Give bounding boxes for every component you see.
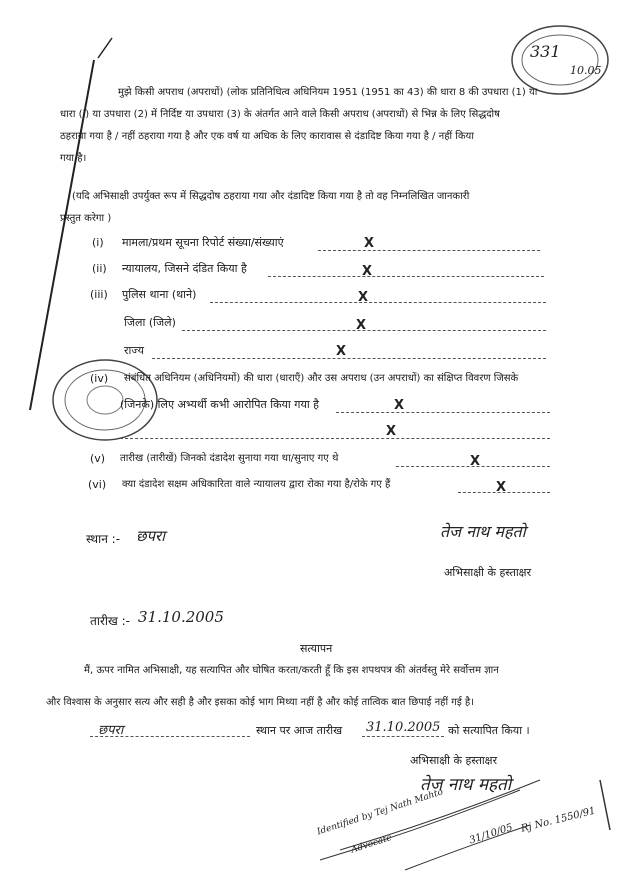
verification-end-text: को सत्यापित किया ।: [448, 724, 530, 737]
item-iv-cross-2: X: [386, 424, 397, 439]
item-vi-cross: X: [496, 480, 507, 495]
condition-line-1: (यदि अभिसाक्षी उपर्युक्त रूप में सिद्धदोष ठहराया गया और दंडादिष्ट किया गया है तो वह निम्नलिखित जानकारी: [72, 191, 470, 202]
identified-by-note: Identified by Tej Nath Mahto: [316, 787, 445, 838]
item-iv-line-b: [120, 438, 550, 439]
item-iii-cross: X: [358, 290, 369, 305]
item-ii-number: (ii): [92, 262, 107, 275]
verification-date: 31.10.2005: [366, 720, 441, 735]
item-iv-line-2: (जिनके) लिए अभ्यर्थी कभी आरोपित किया गया है: [120, 398, 320, 411]
state-label: राज्य: [124, 344, 145, 357]
registration-note: Rj No. 1550/91: [520, 805, 597, 835]
item-iv-line-1: संबंधित अधिनियम (अधिनियमों) की धारा (धाराएँ) और उस अपराध (उन अपराधों) का संक्षिप्त विवरण जिसके: [124, 373, 519, 384]
item-vi-number: (vi): [88, 478, 107, 491]
intro-line-3: ठहराया गया है / नहीं ठहराया गया है और एक वर्ष या अधिक के लिए कारावास से दंडादिष्ट किया गया है / नहीं किया: [60, 131, 474, 142]
place-value: छपरा: [136, 527, 166, 545]
item-v-number: (v): [90, 452, 106, 465]
item-v-label: तारीख (तारीखें) जिनको दंडादेश सुनाया गया था/सुनाए गए थे: [120, 453, 339, 464]
deponent-signature: तेज नाथ महतो: [440, 522, 526, 541]
verification-mid-text: स्थान पर आज तारीख: [256, 724, 343, 737]
item-iii-label: पुलिस थाना (थाने): [122, 288, 197, 301]
bottom-date-note: 31/10/05: [468, 822, 515, 847]
state-cross: X: [336, 344, 347, 359]
verification-place: छपरा: [98, 723, 124, 738]
deponent-sign-label: अभिसाक्षी के हस्ताक्षर: [444, 566, 532, 579]
item-iii-number: (iii): [90, 288, 108, 301]
item-i-label: मामला/प्रथम सूचना रिपोर्ट संख्या/संख्याएं: [122, 236, 284, 249]
verification-title: सत्यापन: [300, 642, 333, 655]
state-line: [152, 358, 546, 359]
stamp-number: 331: [530, 42, 561, 61]
condition-line-2: प्रस्तुत करेगा ): [60, 213, 112, 224]
verification-line-1: मैं, ऊपर नामित अभिसाक्षी, यह सत्यापित और घोषित करता/करती हूँ कि इस शपथपत्र की अंतर्वस्तु मेरे सर्वोत्तम ज्ञान: [84, 665, 499, 676]
verification-date-line: [362, 736, 444, 737]
item-iii-line: [210, 302, 546, 303]
date-value: 31.10.2005: [138, 608, 224, 626]
item-ii-line: [268, 276, 544, 277]
item-iv-number: (iv): [90, 372, 109, 385]
item-v-cross: X: [470, 454, 481, 469]
verification-place-line: [90, 736, 250, 737]
item-i-cross: X: [364, 236, 375, 251]
item-i-number: (i): [92, 236, 104, 249]
item-i-line: [318, 250, 540, 251]
verification-line-2: और विश्वास के अनुसार सत्य और सही है और इसका कोई भाग मिथ्या नहीं है और कोई तात्विक बात छिपाई नहीं गई है।: [46, 697, 475, 708]
intro-line-2: धारा (i) या उपधारा (2) में निर्दिष्ट या उपधारा (3) के अंतर्गत आने वाले किसी अपराध (अपराधों) से भिन्न के लिए सिद्धदोष: [60, 109, 500, 120]
stamp-date: 10.05: [570, 64, 602, 77]
verification-sign-label: अभिसाक्षी के हस्ताक्षर: [410, 754, 498, 767]
item-vi-label: क्या दंडादेश सक्षम अधिकारिता वाले न्यायालय द्वारा रोका गया है/रोके गए हैं: [122, 479, 391, 490]
district-label: जिला (जिले): [124, 316, 176, 329]
item-ii-label: न्यायालय, जिसने दंडित किया है: [122, 262, 247, 275]
district-cross: X: [356, 318, 367, 333]
place-label: स्थान :-: [86, 532, 121, 546]
item-iv-cross-1: X: [394, 398, 405, 413]
intro-line-4: गया है।: [60, 153, 87, 164]
item-iv-line-a: [336, 412, 550, 413]
advocate-note: Advocate: [350, 832, 394, 856]
date-label: तारीख :-: [90, 614, 130, 628]
verification-signature: तेज नाथ महतो: [420, 775, 512, 795]
item-ii-cross: X: [362, 264, 373, 279]
intro-line-1: मुझे किसी अपराध (अपराधों) (लोक प्रतिनिधित्व अधिनियम 1951 (1951 का 43) की धारा 8 की उपधारा (1) या: [118, 87, 538, 98]
